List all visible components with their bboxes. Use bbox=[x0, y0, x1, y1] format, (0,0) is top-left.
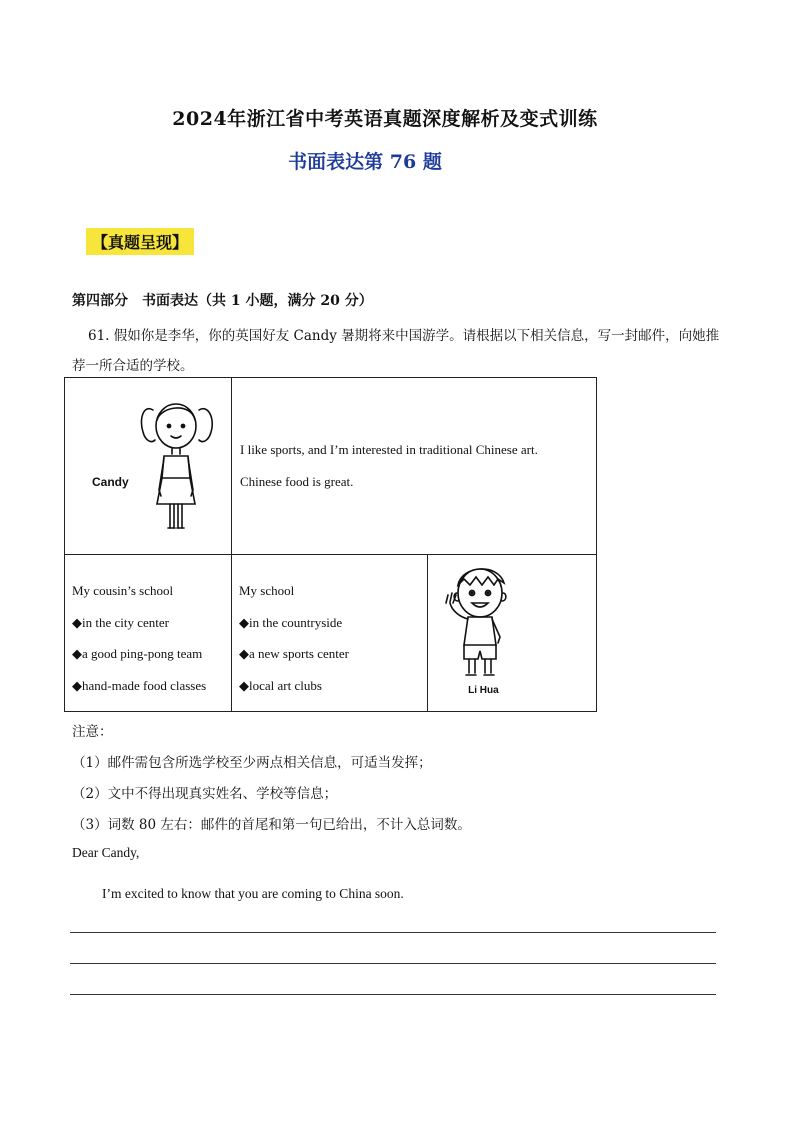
my-school-item: ◆in the countryside bbox=[239, 614, 343, 630]
candy-label: Candy bbox=[92, 475, 129, 489]
note-item: （3）词数 80 左右：邮件的首尾和第一句已给出，不计入总词数。 bbox=[72, 817, 471, 833]
note-item: （1）邮件需包含所选学校至少两点相关信息，可适当发挥； bbox=[72, 755, 432, 771]
question-text: 61. 假如你是李华，你的英国好友 Candy 暑期将来中国游学。请根据以下相关信息，写一封邮件，向她推荐一所合适的学校。 bbox=[72, 328, 720, 374]
lihua-label: Li Hua bbox=[468, 685, 499, 696]
page-subtitle: 书面表达第 76 题 bbox=[288, 151, 442, 173]
my-school-cell bbox=[232, 555, 428, 712]
writing-line bbox=[70, 963, 716, 964]
cousin-school-item: ◆a good ping-pong team bbox=[72, 646, 203, 661]
writing-line bbox=[70, 932, 716, 933]
lihua-boy-illustration bbox=[428, 555, 588, 711]
candy-info-line-2: Chinese food is great. bbox=[240, 474, 354, 489]
letter-opening: I’m excited to know that you are coming to China soon. bbox=[102, 886, 404, 901]
my-school-title: My school bbox=[239, 583, 295, 598]
candy-girl-illustration bbox=[65, 378, 231, 554]
cousin-school-title: My cousin’s school bbox=[72, 583, 174, 598]
candy-info-cell bbox=[232, 378, 597, 555]
my-school-item: ◆local art clubs bbox=[239, 677, 322, 693]
candy-info-line-1: I like sports, and I’m interested in traditional Chinese art. bbox=[240, 442, 538, 457]
cousin-school-cell bbox=[65, 555, 232, 712]
cousin-school-item: ◆hand-made food classes bbox=[72, 677, 207, 693]
section-heading: 第四部分 书面表达（共 1 小题，满分 20 分） bbox=[72, 293, 373, 309]
lihua-cell bbox=[428, 555, 597, 712]
cousin-school-item: ◆in the city center bbox=[72, 614, 169, 630]
candy-cell bbox=[65, 378, 232, 555]
notes-heading: 注意： bbox=[72, 724, 113, 740]
note-item: （2）文中不得出现真实姓名、学校等信息； bbox=[72, 786, 338, 802]
section-badge: 【真题呈现】 bbox=[86, 228, 194, 255]
info-table bbox=[64, 377, 597, 712]
my-school-item: ◆a new sports center bbox=[239, 646, 349, 661]
writing-line bbox=[70, 994, 716, 995]
letter-greeting: Dear Candy, bbox=[72, 845, 140, 860]
page-title: 2024年浙江省中考英语真题深度解析及变式训练 bbox=[172, 108, 598, 130]
